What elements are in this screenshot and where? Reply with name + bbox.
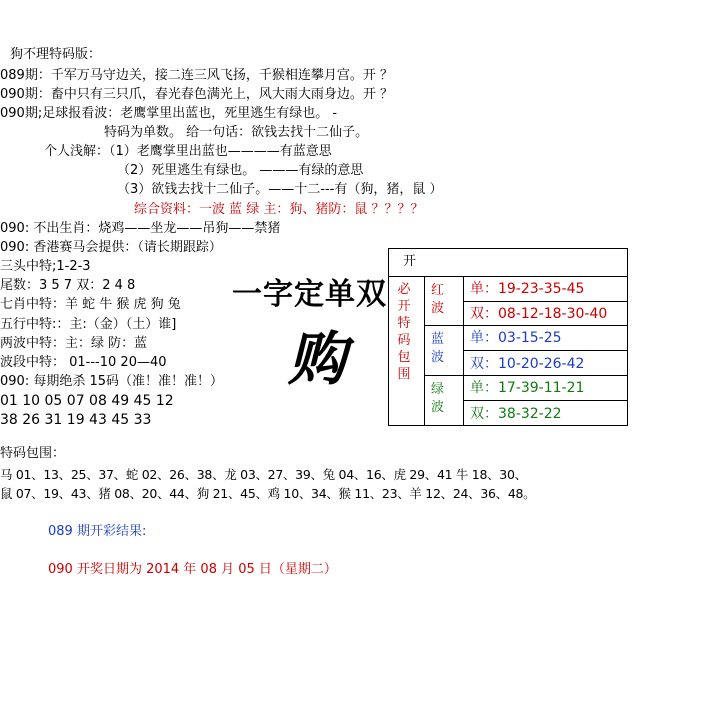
line-kill: 090: 每期绝杀 15码（准！准！准！） bbox=[0, 374, 223, 389]
red-wave-label: 红波 bbox=[431, 283, 445, 316]
slogan: 一字定单双 bbox=[232, 277, 387, 312]
green-single-cell bbox=[463, 375, 628, 401]
enclose-title: 特码包围： bbox=[0, 446, 66, 461]
table-side-label bbox=[388, 276, 425, 426]
side-char: 特 bbox=[397, 316, 411, 331]
line-two-wave: 两波中特：主：绿 防：蓝 bbox=[0, 336, 148, 351]
line-personal-2: （2）死里逃生有绿也。 ———有绿的意思 bbox=[117, 163, 364, 178]
enclose-line-2: 鼠 07、19、43、猪 08、20、44、狗 21、45、鸡 10、34、猴 11、23、羊 12、24、36、48。 bbox=[0, 486, 536, 501]
line-three-head: 三头中特;1-2-3 bbox=[0, 259, 91, 274]
red-wave-cell bbox=[424, 276, 464, 326]
green-double-cell bbox=[463, 400, 628, 426]
line-hk: 090: 香港赛马会提供：（请长期跟踪） bbox=[0, 240, 222, 255]
green-single: 单：17-39-11-21 bbox=[470, 380, 585, 396]
slogan-char: 购 bbox=[288, 325, 347, 393]
red-single-cell bbox=[463, 276, 628, 302]
blue-wave-label: 蓝波 bbox=[431, 332, 445, 365]
green-wave-label: 绿波 bbox=[431, 382, 445, 415]
line-no-zodiac: 090: 不出生肖：烧鸡——坐龙——吊狗——禁猪 bbox=[0, 221, 281, 236]
line-nums-2: 38 26 31 19 43 45 33 bbox=[0, 412, 152, 428]
line-090-a: 090期：畜中只有三只爪，春光春色满光上，风大雨大雨身边。开 ？ bbox=[0, 87, 393, 102]
blue-single-cell bbox=[463, 325, 628, 351]
result-089: 089 期开彩结果: bbox=[48, 524, 147, 539]
blue-double: 双：10-20-26-42 bbox=[470, 356, 585, 372]
line-089: 089期：千军万马守边关，接二连三风飞扬，千猴相连攀月宫。开 ？ bbox=[0, 68, 393, 83]
red-double: 双：08-12-18-30-40 bbox=[470, 306, 608, 322]
line-nums-1: 01 10 05 07 08 49 45 12 bbox=[0, 393, 174, 409]
line-seven: 七肖中特：羊 蛇 牛 猴 虎 狗 兔 bbox=[0, 297, 181, 312]
line-090-b: 090期;足球报看波：老鹰掌里出蓝也，死里逃生有绿也。 - bbox=[0, 106, 338, 121]
line-personal-3: （3）欲钱去找十二仙子。——十二---有（狗，猪，鼠 ） bbox=[117, 182, 443, 197]
green-wave-cell bbox=[424, 375, 464, 426]
page-header: 狗不理特码版： bbox=[10, 47, 102, 62]
side-char: 码 bbox=[397, 333, 411, 348]
line-summary: 综合资料：一波 蓝 绿 主：狗、猪防：鼠 ？？？？ bbox=[134, 202, 424, 217]
line-tail: 尾数：3 5 7 双：2 4 8 bbox=[0, 278, 136, 293]
line-single: 特码为单数。 给一句话：欲钱去找十二仙子。 bbox=[104, 125, 369, 140]
color-wave-table bbox=[388, 248, 628, 426]
line-wave-segment: 波段中特： 01---10 20—40 bbox=[0, 355, 167, 370]
line-five: 五行中特:：主:（金）（土）谁] bbox=[0, 317, 177, 332]
line-personal-1: 个人浅解：（1）老鹰掌里出蓝也————有蓝意思 bbox=[44, 144, 332, 159]
blue-wave-cell bbox=[424, 325, 464, 376]
enclose-line-1: 马 01、13、25、37、蛇 02、26、38、龙 03、27、39、兔 04、16、虎 29、41 牛 18、30、 bbox=[0, 467, 527, 482]
table-header bbox=[388, 248, 628, 277]
green-double: 双：38-32-22 bbox=[470, 406, 562, 422]
side-char: 必 bbox=[397, 282, 411, 297]
red-double-cell bbox=[463, 301, 628, 326]
date-090: 090 开奖日期为 2014 年 08 月 05 日（星期二） bbox=[48, 562, 337, 577]
table-open: 开 bbox=[403, 254, 417, 269]
blue-single: 单：03-15-25 bbox=[470, 330, 562, 346]
blue-double-cell bbox=[463, 350, 628, 376]
side-char: 包 bbox=[397, 350, 411, 365]
side-char: 开 bbox=[397, 299, 411, 314]
red-single: 单：19-23-35-45 bbox=[470, 281, 585, 297]
side-char: 围 bbox=[397, 367, 411, 382]
